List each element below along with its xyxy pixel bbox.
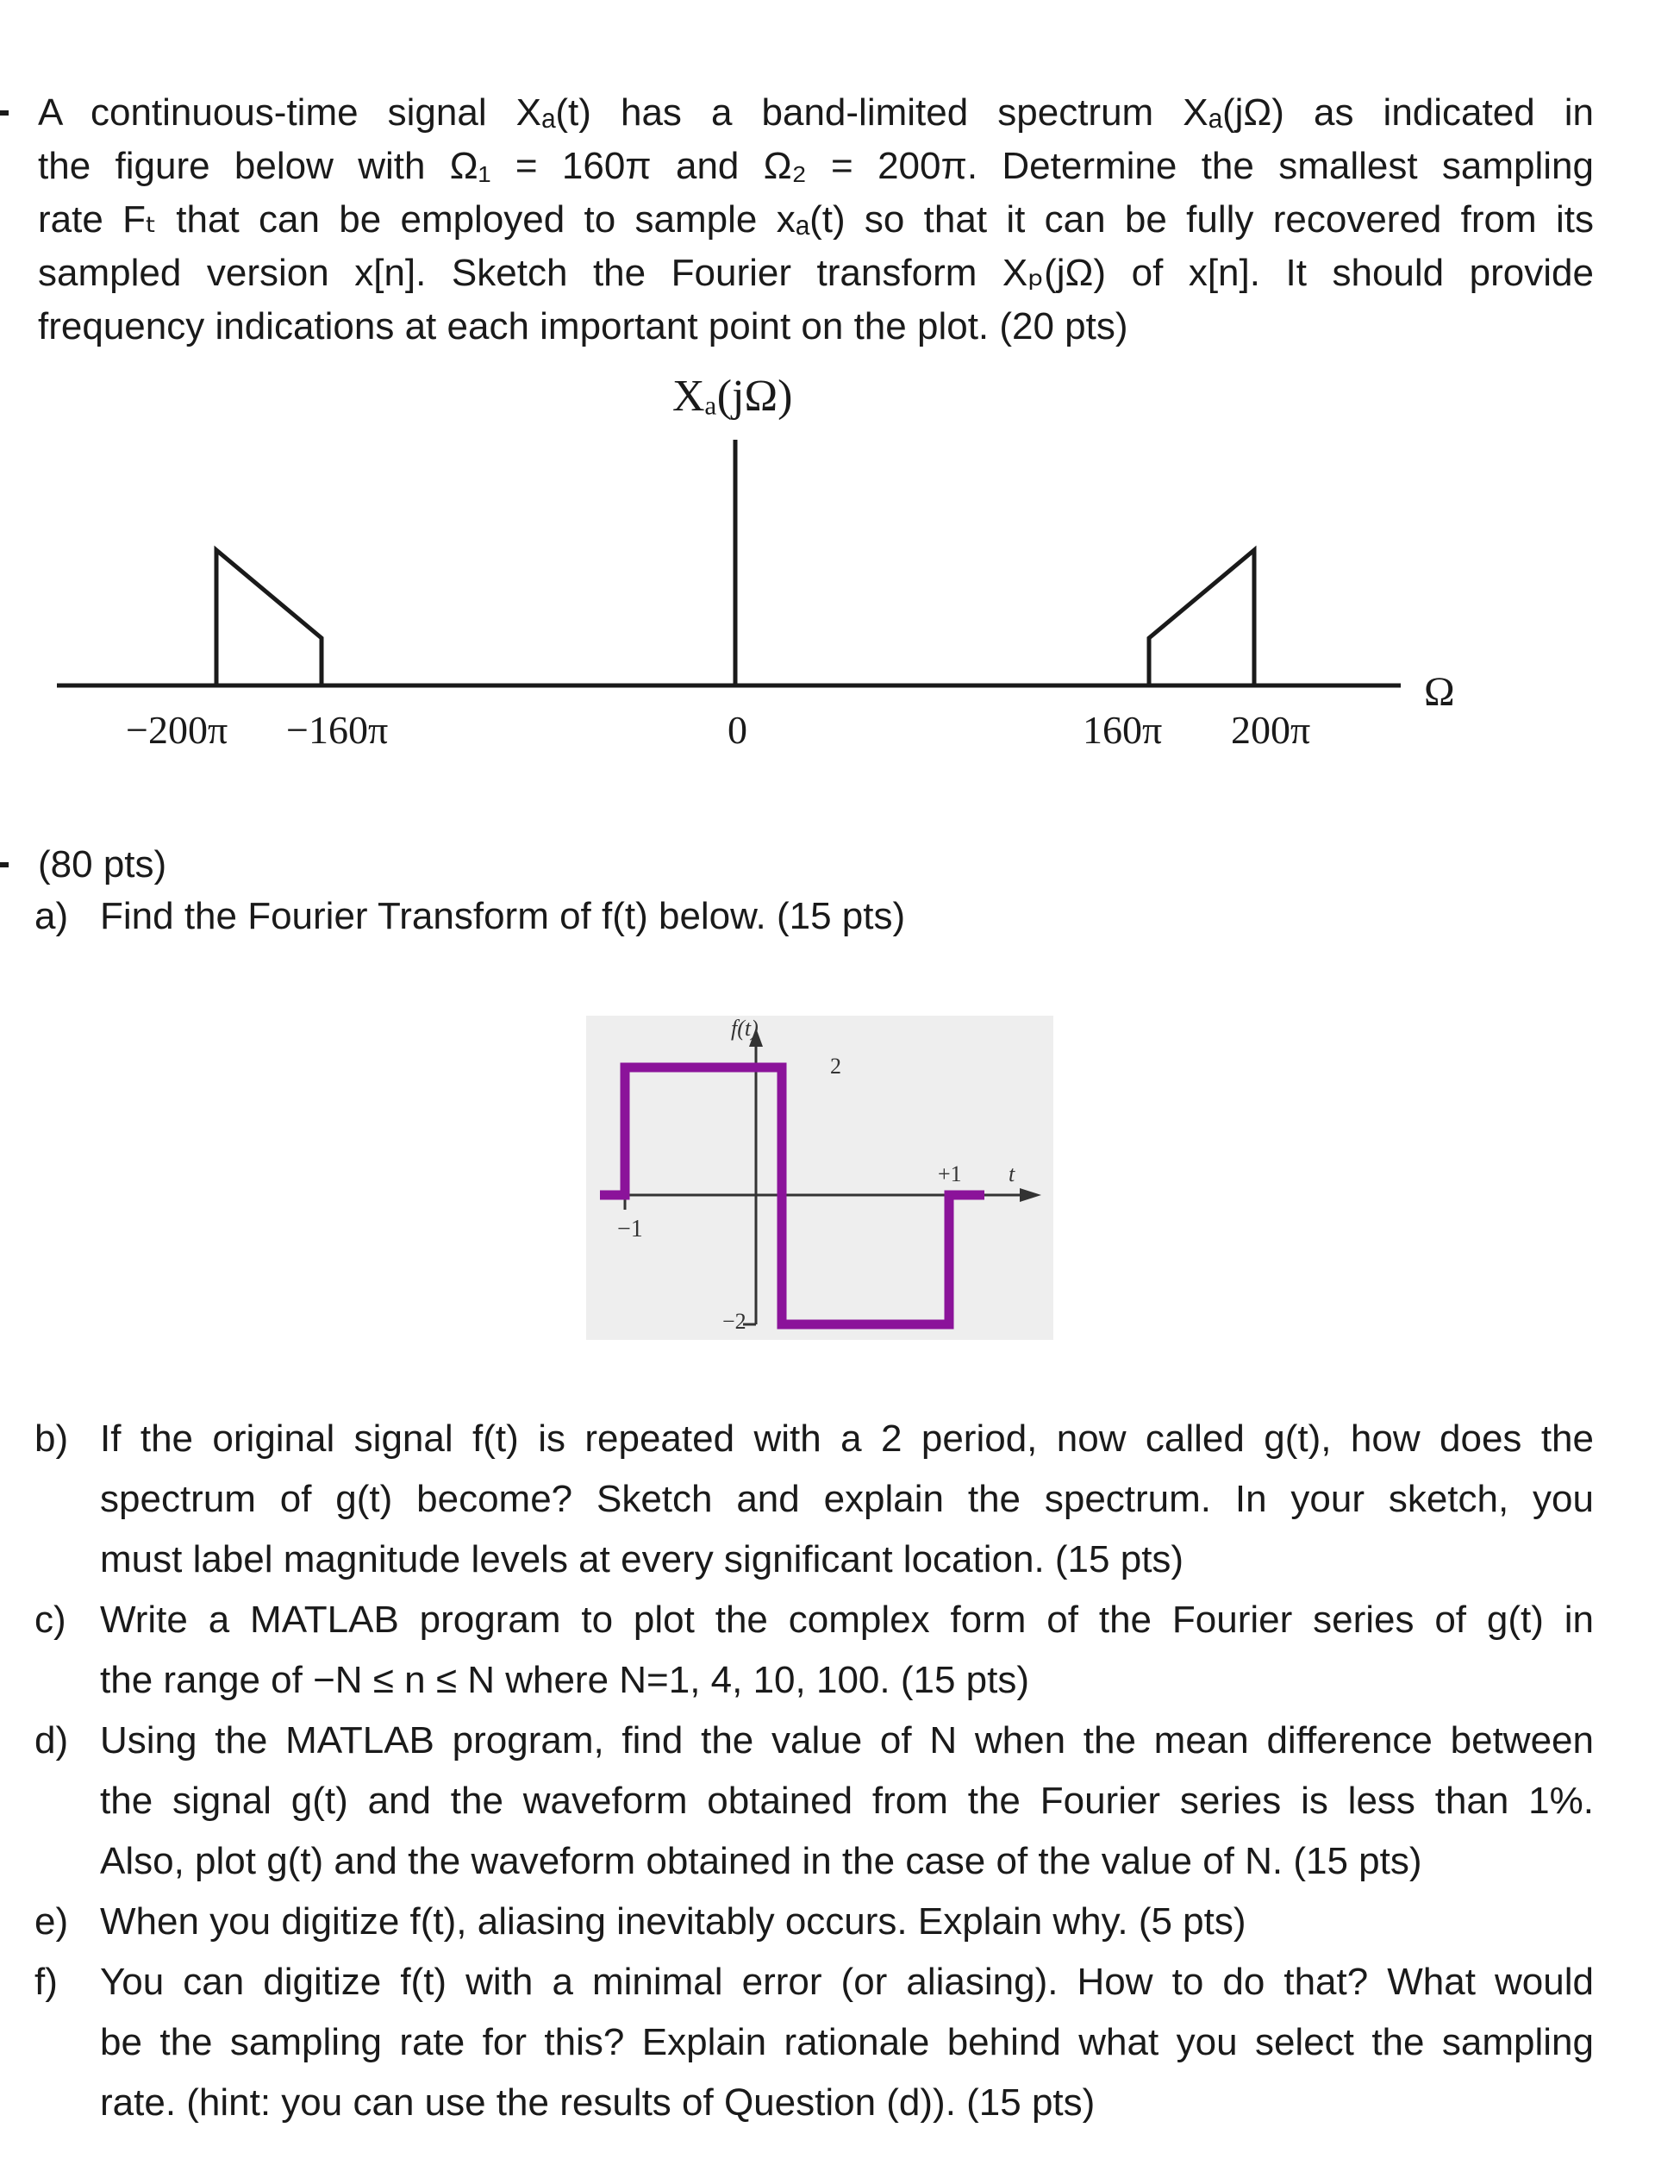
- q2b-line-1: If the original signal f(t) is repeated with a 2 period, now called g(t), how does the: [100, 1417, 1594, 1460]
- ft-plot: [586, 1016, 1053, 1340]
- q2b-text: [100, 1409, 1594, 1590]
- tick-zero: 0: [728, 708, 747, 752]
- ft-tick-neg2-label: −2: [722, 1309, 746, 1334]
- q2a-text: Find the Fourier Transform of f(t) below. (15 pts): [100, 895, 906, 937]
- q2c-line-1: Write a MATLAB program to plot the complex form of the Fourier series of g(t) in: [100, 1599, 1594, 1641]
- q2b-line-3: must label magnitude levels at every significant location. (15 pts): [100, 1538, 1184, 1580]
- q2f-line-1: You can digitize f(t) with a minimal error (or aliasing). How to do that? What would: [100, 1961, 1594, 2003]
- q2d-text: [100, 1711, 1594, 1892]
- tick-neg200pi: −200π: [126, 708, 228, 752]
- q2b-line-2: spectrum of g(t) become? Sketch and explain the spectrum. In your sketch, you: [100, 1478, 1594, 1520]
- q2f-line-2: be the sampling rate for this? Explain rationale behind what you select the sampling: [100, 2021, 1594, 2063]
- ft-t-label: t: [1009, 1161, 1015, 1186]
- q2b-letter: b): [34, 1417, 69, 1460]
- q2-bullet-marker: [0, 862, 9, 867]
- ft-tick-neg1-label: −1: [617, 1216, 643, 1242]
- q2c-letter: c): [34, 1599, 66, 1641]
- q2f-text: [100, 1952, 1594, 2133]
- tick-160pi: 160π: [1083, 708, 1163, 752]
- spectrum-left-component: [216, 550, 322, 685]
- spectrum-right-component: [1149, 550, 1254, 685]
- spectrum-title: Xₐ(jΩ): [672, 372, 793, 421]
- q2a-letter: a): [34, 895, 69, 937]
- q1-line-3: rate Fₜ that can be employed to sample xₐ(t) so that it can be fully recovered from its: [38, 198, 1594, 241]
- q2d-line-3: Also, plot g(t) and the waveform obtained in the case of the value of N. (15 pts): [100, 1840, 1422, 1882]
- q2c-line-2: the range of −N ≤ n ≤ N where N=1, 4, 10, 100. (15 pts): [100, 1659, 1029, 1701]
- tick-200pi: 200π: [1231, 708, 1311, 752]
- ft-tick-2-label: 2: [830, 1054, 841, 1079]
- q2d-line-1: Using the MATLAB program, find the value of N when the mean difference between: [100, 1719, 1594, 1762]
- q2e-text: [100, 1892, 1594, 1952]
- q1-line-5: frequency indications at each important point on the plot. (20 pts): [38, 305, 1128, 347]
- q1-line-1: A continuous-time signal Xₐ(t) has a band-limited spectrum Xₐ(jΩ) as indicated in: [38, 91, 1594, 134]
- q1-line-2: the figure below with Ω₁ = 160π and Ω₂ = 200π. Determine the smallest sampling: [38, 145, 1594, 187]
- q1-line-4: sampled version x[n]. Sketch the Fourier transform Xₚ(jΩ) of x[n]. It should provide: [38, 252, 1594, 294]
- ft-tick-pos1-label: +1: [938, 1161, 962, 1186]
- q2d-letter: d): [34, 1719, 69, 1762]
- q2-header: (80 pts): [38, 843, 167, 885]
- q2f-line-3: rate. (hint: you can use the results of Question (d)). (15 pts): [100, 2081, 1096, 2124]
- ft-y-label: f(t): [731, 1016, 759, 1041]
- q2d-line-2: the signal g(t) and the waveform obtained from the Fourier series is less than 1%.: [100, 1780, 1594, 1822]
- tick-neg160pi: −160π: [286, 708, 389, 752]
- q2e-letter: e): [34, 1900, 69, 1943]
- q2c-text: [100, 1590, 1594, 1711]
- axis-omega-label: Ω: [1424, 669, 1455, 715]
- q2e-line-1: When you digitize f(t), aliasing inevitably occurs. Explain why. (5 pts): [100, 1900, 1246, 1943]
- q2f-letter: f): [34, 1961, 58, 2003]
